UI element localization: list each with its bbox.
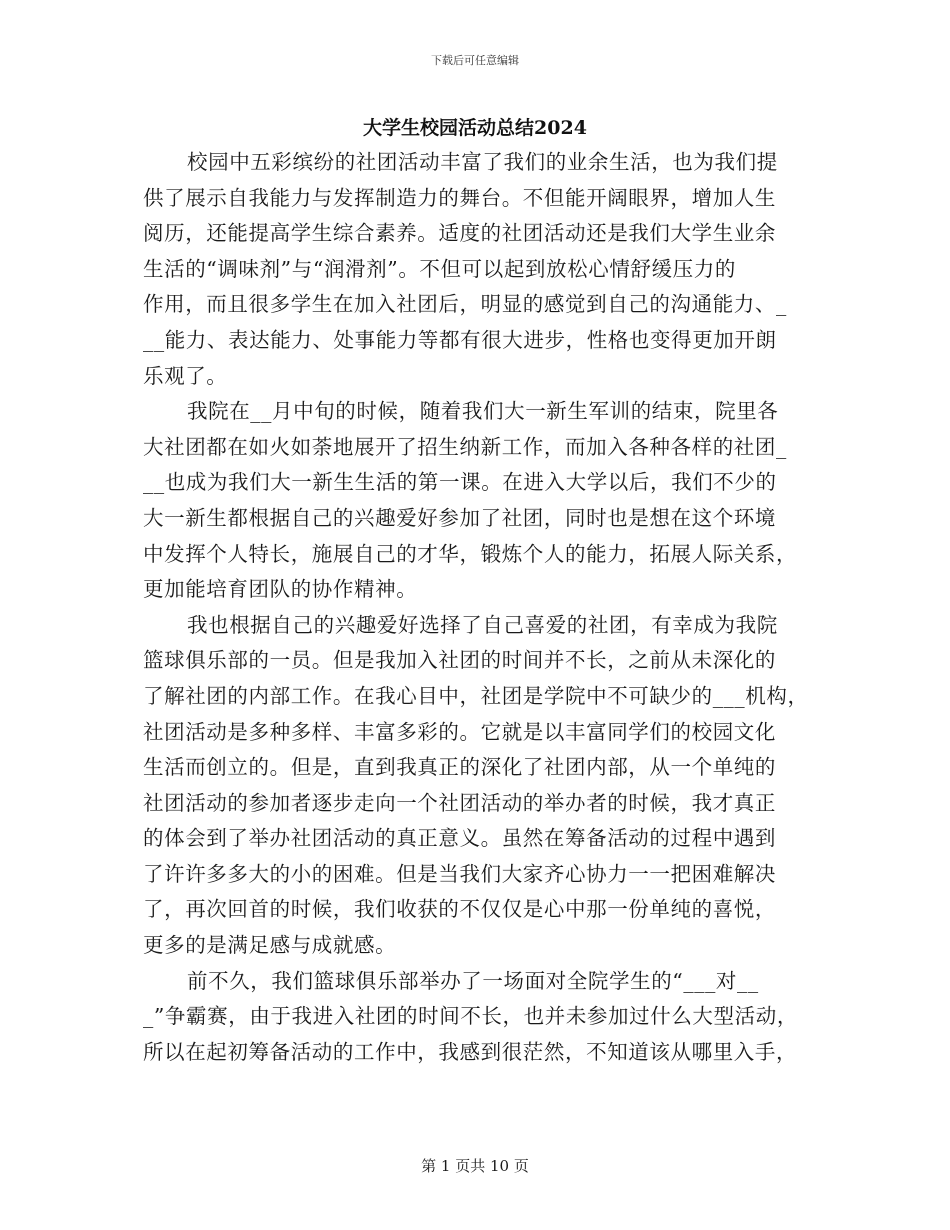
paragraph-1-line-5: 作用，而且很多学生在加入社团后，明显的感觉到自己的沟通能力、_ xyxy=(143,292,787,317)
paragraph-3-line-1: 我也根据自己的兴趣爱好选择了自己喜爱的社团，有幸成为我院 xyxy=(187,612,778,637)
document-title: 大学生校园活动总结2024 xyxy=(363,117,587,139)
page-footer: 第 1 页共 10 页 xyxy=(421,1157,529,1175)
paragraph-2-line-6: 更加能培育团队的协作精神。 xyxy=(143,577,418,602)
paragraph-3-line-8: 了许许多多大的小的困难。但是当我们大家齐心协力一一把困难解决 xyxy=(143,861,776,886)
paragraph-1-line-7: 乐观了。 xyxy=(143,363,228,388)
paragraph-2-line-1: 我院在__月中旬的时候，随着我们大一新生军训的结束，院里各 xyxy=(187,399,779,424)
paragraph-4-line-1: 前不久，我们篮球俱乐部举办了一场面对全院学生的“___对__ xyxy=(187,968,759,993)
document-body xyxy=(143,145,823,1070)
paragraph-3-line-6: 社团活动的参加者逐步走向一个社团活动的举办者的时候，我才真正 xyxy=(143,790,776,815)
paragraph-2-line-3: __也成为我们大一新生生活的第一课。在进入大学以后，我们不少的 xyxy=(143,470,777,495)
paragraph-4-line-3: 所以在起初筹备活动的工作中，我感到很茫然，不知道该从哪里入手， xyxy=(143,1039,798,1064)
paragraph-3-line-9: 了，再次回首的时候，我们收获的不仅仅是心中那一份单纯的喜悦， xyxy=(143,897,776,922)
paragraph-3-line-3: 了解社团的内部工作。在我心目中，社团是学院中不可缺少的___机构， xyxy=(143,683,809,708)
paragraph-3-line-7: 的体会到了举办社团活动的真正意义。虽然在筹备活动的过程中遇到 xyxy=(143,826,776,851)
paragraph-2-line-4: 大一新生都根据自己的兴趣爱好参加了社团，同时也是想在这个环境 xyxy=(143,505,776,530)
paragraph-3-line-2: 篮球俱乐部的一员。但是我加入社团的时间并不长，之前从未深化的 xyxy=(143,648,776,673)
paragraph-1-line-6: __能力、表达能力、处事能力等都有很大进步，性格也变得更加开朗 xyxy=(143,327,777,352)
paragraph-4-line-2: _”争霸赛，由于我进入社团的时间不长，也并未参加过什么大型活动， xyxy=(143,1004,798,1029)
paragraph-3-line-4: 社团活动是多种多样、丰富多彩的。它就是以丰富同学们的校园文化 xyxy=(143,719,776,744)
paragraph-1-line-1: 校园中五彩缤纷的社团活动丰富了我们的业余生活，也为我们提 xyxy=(187,150,778,174)
header-note: 下载后可任意编辑 xyxy=(431,54,519,67)
paragraph-3-line-10: 更多的是满足感与成就感。 xyxy=(143,933,397,958)
paragraph-2-line-2: 大社团都在如火如荼地展开了招生纳新工作，而加入各种各样的社团_ xyxy=(143,434,787,459)
paragraph-1-line-4: 生活的“调味剂”与“润滑剂”。不但可以起到放松心情舒缓压力的 xyxy=(143,256,736,281)
paragraph-2-line-5: 中发挥个人特长，施展自己的才华，锻炼个人的能力，拓展人际关系， xyxy=(143,541,798,566)
paragraph-3-line-5: 生活而创立的。但是，直到我真正的深化了社团内部，从一个单纯的 xyxy=(143,755,776,780)
paragraph-1-line-2: 供了展示自我能力与发挥制造力的舞台。不但能开阔眼界，增加人生 xyxy=(143,185,776,210)
paragraph-1-line-3: 阅历，还能提高学生综合素养。适度的社团活动还是我们大学生业余 xyxy=(143,221,776,246)
